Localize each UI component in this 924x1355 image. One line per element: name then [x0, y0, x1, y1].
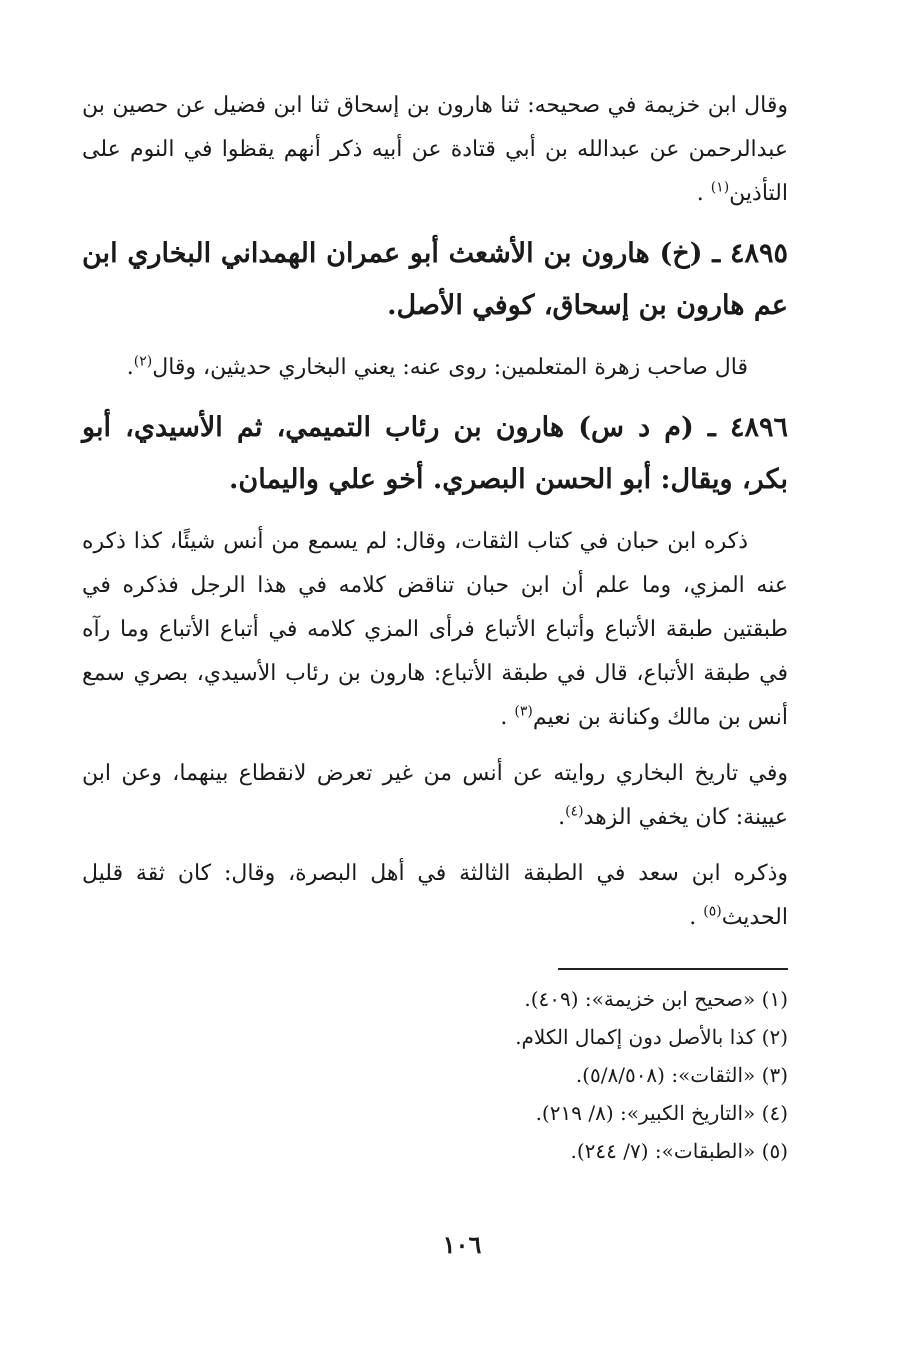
footnote-ref[interactable]: (١)	[710, 179, 730, 196]
paragraph-ibn-khuzayma: وقال ابن خزيمة في صحيحه: ثنا هارون بن إسحاق ثنا ابن فضيل عن حصين بن عبدالرحمن عن عبدالله بن أبي قتادة عن أبيه ذكر أنهم يقظوا في النوم على التأذين$^{(١)}$ .	[82, 93, 788, 206]
footnote-5: (٥) «الطبقات»: (٧/ ٢٤٤).	[570, 1139, 788, 1163]
main-text	[82, 84, 788, 952]
paragraph-ibn-saad: وذكره ابن سعد في الطبقة الثالثة في أهل البصرة، وقال: كان ثقة قليل الحديث$^{(٥)}$ .	[82, 861, 788, 930]
paragraph-bukhari-tarikh: وفي تاريخ البخاري روايته عن أنس من غير تعرض لانقطاع بينهما، وعن ابن عيينة: كان يخفي الزهد$^{(٤)}$.	[82, 761, 788, 830]
page-number: ١٠٦	[442, 1230, 482, 1259]
footnote-4: (٤) «التاريخ الكبير»: (٨/ ٢١٩).	[535, 1101, 788, 1125]
footnote-ref[interactable]: (٢)	[133, 353, 153, 370]
footnote-3: (٣) «الثقات»: (٥/٨/٥٠٨).	[575, 1063, 788, 1087]
footnotes	[82, 980, 788, 1170]
footnote-ref[interactable]: (٥)	[703, 903, 722, 920]
paragraph-zahrat: قال صاحب زهرة المتعلمين: روى عنه: يعني البخاري حديثين، وقال$^{(٢)}$.	[126, 353, 748, 380]
entry-heading-4896: ٤٨٩٦ ـ (م د س) هارون بن رئاب التميمي، ثم الأسيدي، أبو بكر، ويقال: أبو الحسن البصري. أخو علي واليمان.	[82, 412, 788, 495]
paragraph-ibn-hibban: ذكره ابن حبان في كتاب الثقات، وقال: لم يسمع من أنس شيئًا، كذا ذكره عنه المزي، وما علم أن ابن حبان تناقض كلامه في هذا الرجل فذكره في طبقتين طبقة الأتباع وأتباع الأتباع فرأى المزي كلامه في أتباع الأتباع وما رآه في طبقة الأتباع، قال في طبقة الأتباع: هارون بن رئاب الأسيدي، بصري سمع أنس بن مالك وكنانة بن نعيم$^{(٣)}$ .	[82, 529, 788, 730]
footnote-1: (١) «صحيح ابن خزيمة»: (٤٠٩).	[524, 987, 788, 1011]
footnote-2: (٢) كذا بالأصل دون إكمال الكلام.	[515, 1025, 788, 1049]
footnote-divider	[558, 968, 788, 970]
footnote-ref[interactable]: (٣)	[514, 703, 533, 720]
footnote-ref[interactable]: (٤)	[565, 803, 584, 820]
entry-heading-4895: ٤٨٩٥ ـ (خ) هارون بن الأشعث أبو عمران الهمداني البخاري ابن عم هارون بن إسحاق، كوفي الأصل.	[82, 238, 788, 321]
